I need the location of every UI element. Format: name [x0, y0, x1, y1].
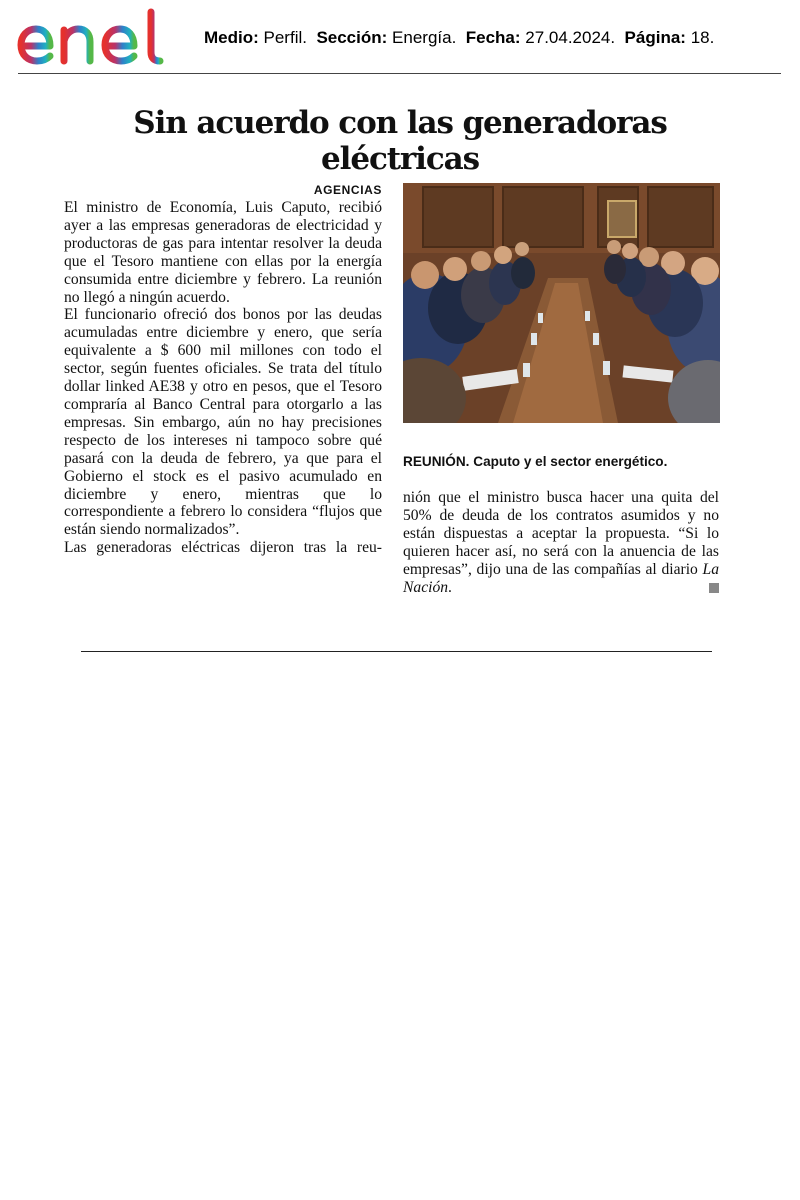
- article-right-column: [403, 489, 719, 596]
- article-paragraph: El ministro de Economía, Luis Caputo, recibió ayer a las empresas generadoras de electricidad y productoras de gas para intentar resolver la deuda que el Tesoro mantiene con ellas por la energía consumida entre diciembre y febrero. La reunión no llegó a ningún acuerdo.: [64, 199, 382, 306]
- clipping-header: [0, 0, 800, 80]
- medio-label: Medio:: [204, 28, 259, 47]
- seccion-label: Sección:: [316, 28, 388, 47]
- article-text-end: .: [448, 578, 452, 596]
- pagina-label: Página:: [624, 28, 686, 47]
- pagina-value: 18.: [690, 28, 715, 47]
- newspaper-name: La Nación: [403, 560, 719, 596]
- end-of-article-mark: [709, 583, 719, 593]
- photo-caption: [403, 454, 667, 469]
- meeting-photo-illustration: [403, 183, 720, 423]
- article-paragraph-continued: [403, 489, 719, 596]
- article-headline: Sin acuerdo con las generadoras eléctricas: [133, 105, 667, 177]
- article-paragraph: Las generadoras eléctricas dijeron tras la reu-: [64, 539, 382, 557]
- caption-keyword: REUNIÓN.: [403, 454, 470, 469]
- enel-logo: [16, 8, 182, 70]
- article-left-column: [64, 182, 382, 557]
- article-text: nión que el ministro busca hacer una quita del 50% de deuda de los contratos asumidos y no están dispuestas a aceptar la propuesta. “Si lo quieren hacer así, no será con la anuencia de las empresas”, dijo una de las compañías al diario: [403, 489, 719, 578]
- header-divider: [18, 73, 781, 74]
- clipping-metadata: [204, 28, 714, 48]
- article-byline: AGENCIAS: [313, 183, 382, 197]
- medio-value: Perfil.: [263, 28, 307, 47]
- footer-divider: [81, 651, 712, 652]
- article-paragraph: El funcionario ofreció dos bonos por las deudas acumuladas entre diciembre y enero, que sería equivalente a $ 600 mil millones con todo el sector, según fuentes oficiales. Se trata del título dollar linked AE38 y otro en pesos, que el Tesoro compraría al Banco Central para otorgarlo a las empresas. Sin embargo, aún no hay precisiones respecto de los intereses ni tampoco sobre qué pasará con la deuda de febrero, ya que para el Gobierno el stock es el pasivo acumulado en diciembre y enero, mientras que lo correspondiente a febrero lo considera “flujos que están siendo normalizados”.: [64, 306, 382, 539]
- meeting-photo: [403, 183, 720, 423]
- caption-text: Caputo y el sector energético.: [473, 454, 668, 469]
- fecha-label: Fecha:: [465, 28, 521, 47]
- fecha-value: 27.04.2024.: [525, 28, 616, 47]
- seccion-value: Energía.: [392, 28, 457, 47]
